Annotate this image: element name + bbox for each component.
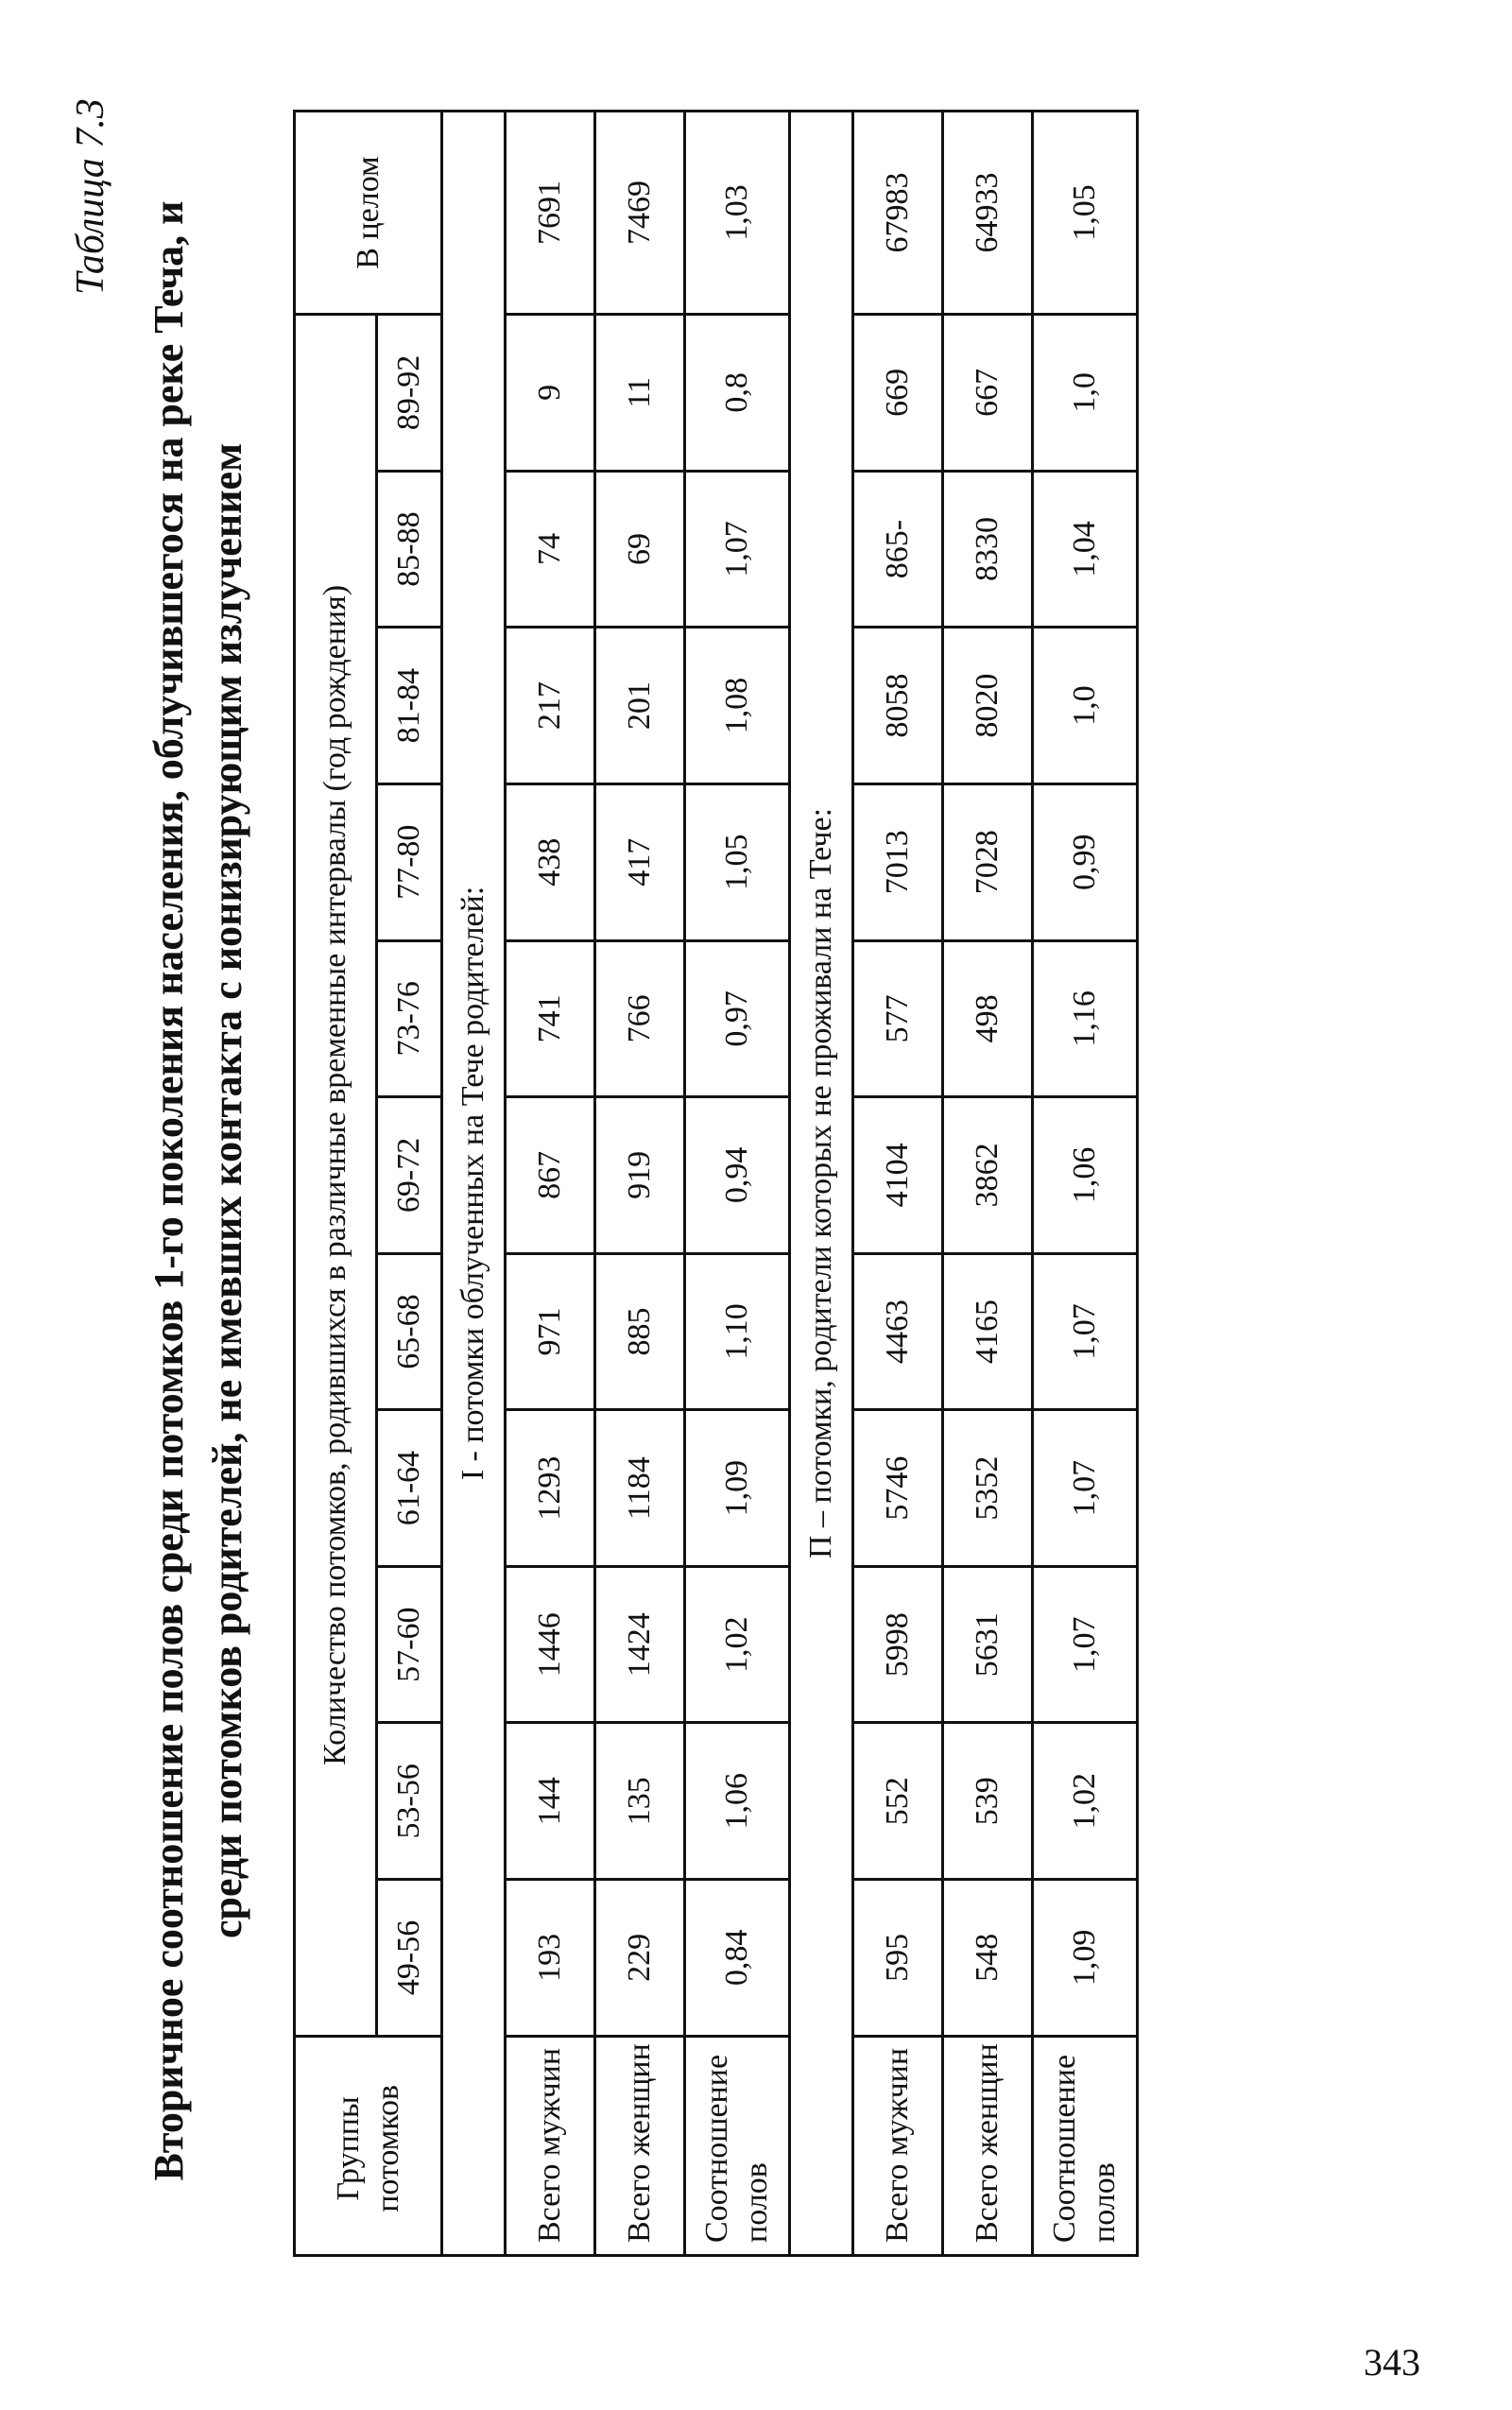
table-cell: 8020	[943, 628, 1033, 784]
interval-header: 81-84	[377, 628, 442, 784]
table-cell: 1,08	[685, 628, 790, 784]
table-cell: 1,02	[685, 1566, 790, 1723]
table-cell: 7028	[943, 783, 1033, 940]
table-body	[442, 112, 1138, 2256]
table-row	[685, 112, 790, 2256]
interval-header: 73-76	[377, 940, 442, 1097]
table-cell: 5352	[943, 1410, 1033, 1567]
table-row	[853, 112, 943, 2256]
table-cell: 1184	[595, 1410, 685, 1567]
table-cell: 4165	[943, 1253, 1033, 1410]
total-cell: 64933	[943, 112, 1033, 315]
table-cell: 201	[595, 628, 685, 784]
table-cell: 0,94	[685, 1097, 790, 1254]
table-cell: 417	[595, 783, 685, 940]
table-cell: 0,99	[1033, 783, 1138, 940]
total-cell: 1,05	[1033, 112, 1138, 315]
total-cell: 1,03	[685, 112, 790, 315]
table-cell: 229	[595, 1880, 685, 2037]
interval-header: 61-64	[377, 1410, 442, 1567]
interval-header: 57-60	[377, 1566, 442, 1723]
section-title: П – потомки, родители которых не проживали на Тече:	[790, 112, 853, 2256]
table-cell: 669	[853, 315, 943, 472]
interval-header: 85-88	[377, 471, 442, 628]
table-cell: 548	[943, 1880, 1033, 2037]
table-row	[943, 112, 1033, 2256]
header-row-intervals	[377, 112, 442, 2256]
table-cell: 1,04	[1033, 471, 1138, 628]
table-cell: 1,10	[685, 1253, 790, 1410]
table-cell: 1,07	[1033, 1410, 1138, 1567]
table-cell: 766	[595, 940, 685, 1097]
table-cell: 0,97	[685, 940, 790, 1097]
header-groups: Группы потомков	[295, 2036, 442, 2255]
data-table	[293, 110, 1139, 2257]
table-cell: 3862	[943, 1097, 1033, 1254]
table-cell: 1,07	[1033, 1566, 1138, 1723]
table-cell: 0,8	[685, 315, 790, 472]
table-cell: 1,07	[1033, 1253, 1138, 1410]
table-row	[595, 112, 685, 2256]
table-caption: Таблица 7.3	[69, 98, 112, 295]
table-cell: 135	[595, 1723, 685, 1880]
table-cell: 7013	[853, 783, 943, 940]
page-number: 343	[1364, 2341, 1420, 2384]
total-cell: 7691	[506, 112, 595, 315]
interval-header: 49-56	[377, 1880, 442, 2037]
table-cell: 11	[595, 315, 685, 472]
table-cell: 919	[595, 1097, 685, 1254]
table-cell: 217	[506, 628, 595, 784]
table-cell: 865-	[853, 471, 943, 628]
header-total: В целом	[295, 112, 442, 315]
table-cell: 885	[595, 1253, 685, 1410]
table-cell: 1,05	[685, 783, 790, 940]
table-cell: 5631	[943, 1566, 1033, 1723]
interval-header: 65-68	[377, 1253, 442, 1410]
title-line-2: среди потомков родителей, не имевших контакта с ионизирующим излучением	[204, 442, 250, 1939]
table-cell: 971	[506, 1253, 595, 1410]
table-cell: 1,06	[685, 1723, 790, 1880]
table-cell: 74	[506, 471, 595, 628]
table-cell: 1,02	[1033, 1723, 1138, 1880]
interval-header: 77-80	[377, 783, 442, 940]
section-header-row	[442, 112, 506, 2256]
interval-header: 53-56	[377, 1723, 442, 1880]
table-cell: 193	[506, 1880, 595, 2037]
row-label: Соотношение полов	[1033, 2036, 1138, 2255]
table-cell: 4463	[853, 1253, 943, 1410]
table-row	[1033, 112, 1138, 2256]
table-cell: 595	[853, 1880, 943, 2037]
section-title: I - потомки облученных на Тече родителей:	[442, 112, 506, 2256]
total-cell: 7469	[595, 112, 685, 315]
row-label: Соотношение полов	[685, 2036, 790, 2255]
table-cell: 1,16	[1033, 940, 1138, 1097]
table-cell: 867	[506, 1097, 595, 1254]
total-cell: 67983	[853, 112, 943, 315]
section-header-row	[790, 112, 853, 2256]
row-label: Всего женщин	[943, 2036, 1033, 2255]
header-row-1	[295, 112, 377, 2256]
table-cell: 438	[506, 783, 595, 940]
table-cell: 539	[943, 1723, 1033, 1880]
table-cell: 0,84	[685, 1880, 790, 2037]
row-label: Всего женщин	[595, 2036, 685, 2255]
table-cell: 577	[853, 940, 943, 1097]
table-cell: 9	[506, 315, 595, 472]
table-cell: 1,09	[1033, 1880, 1138, 2037]
table-cell: 5746	[853, 1410, 943, 1567]
table-cell: 69	[595, 471, 685, 628]
table-cell: 8330	[943, 471, 1033, 628]
table-cell: 8058	[853, 628, 943, 784]
table-cell: 667	[943, 315, 1033, 472]
title-line-1: Вторичное соотношение полов среди потомков 1-го поколения населения, облучившегося на реке Теча, и	[146, 200, 192, 2181]
table-row	[506, 112, 595, 2256]
table-cell: 1,06	[1033, 1097, 1138, 1254]
table-cell: 1424	[595, 1566, 685, 1723]
interval-header: 69-72	[377, 1097, 442, 1254]
table-title	[140, 123, 257, 2259]
table-cell: 1446	[506, 1566, 595, 1723]
table-cell: 741	[506, 940, 595, 1097]
table-cell: 1,0	[1033, 628, 1138, 784]
header-count: Количество потомков, родившихся в различные временные интервалы (год рождения)	[295, 315, 377, 2037]
table-cell: 1293	[506, 1410, 595, 1567]
interval-header: 89-92	[377, 315, 442, 472]
table-cell: 4104	[853, 1097, 943, 1254]
table-cell: 498	[943, 940, 1033, 1097]
table-cell: 1,09	[685, 1410, 790, 1567]
table-cell: 1,07	[685, 471, 790, 628]
table-cell: 552	[853, 1723, 943, 1880]
row-label: Всего мужчин	[853, 2036, 943, 2255]
table-cell: 5998	[853, 1566, 943, 1723]
table-cell: 144	[506, 1723, 595, 1880]
row-label: Всего мужчин	[506, 2036, 595, 2255]
table-cell: 1,0	[1033, 315, 1138, 472]
